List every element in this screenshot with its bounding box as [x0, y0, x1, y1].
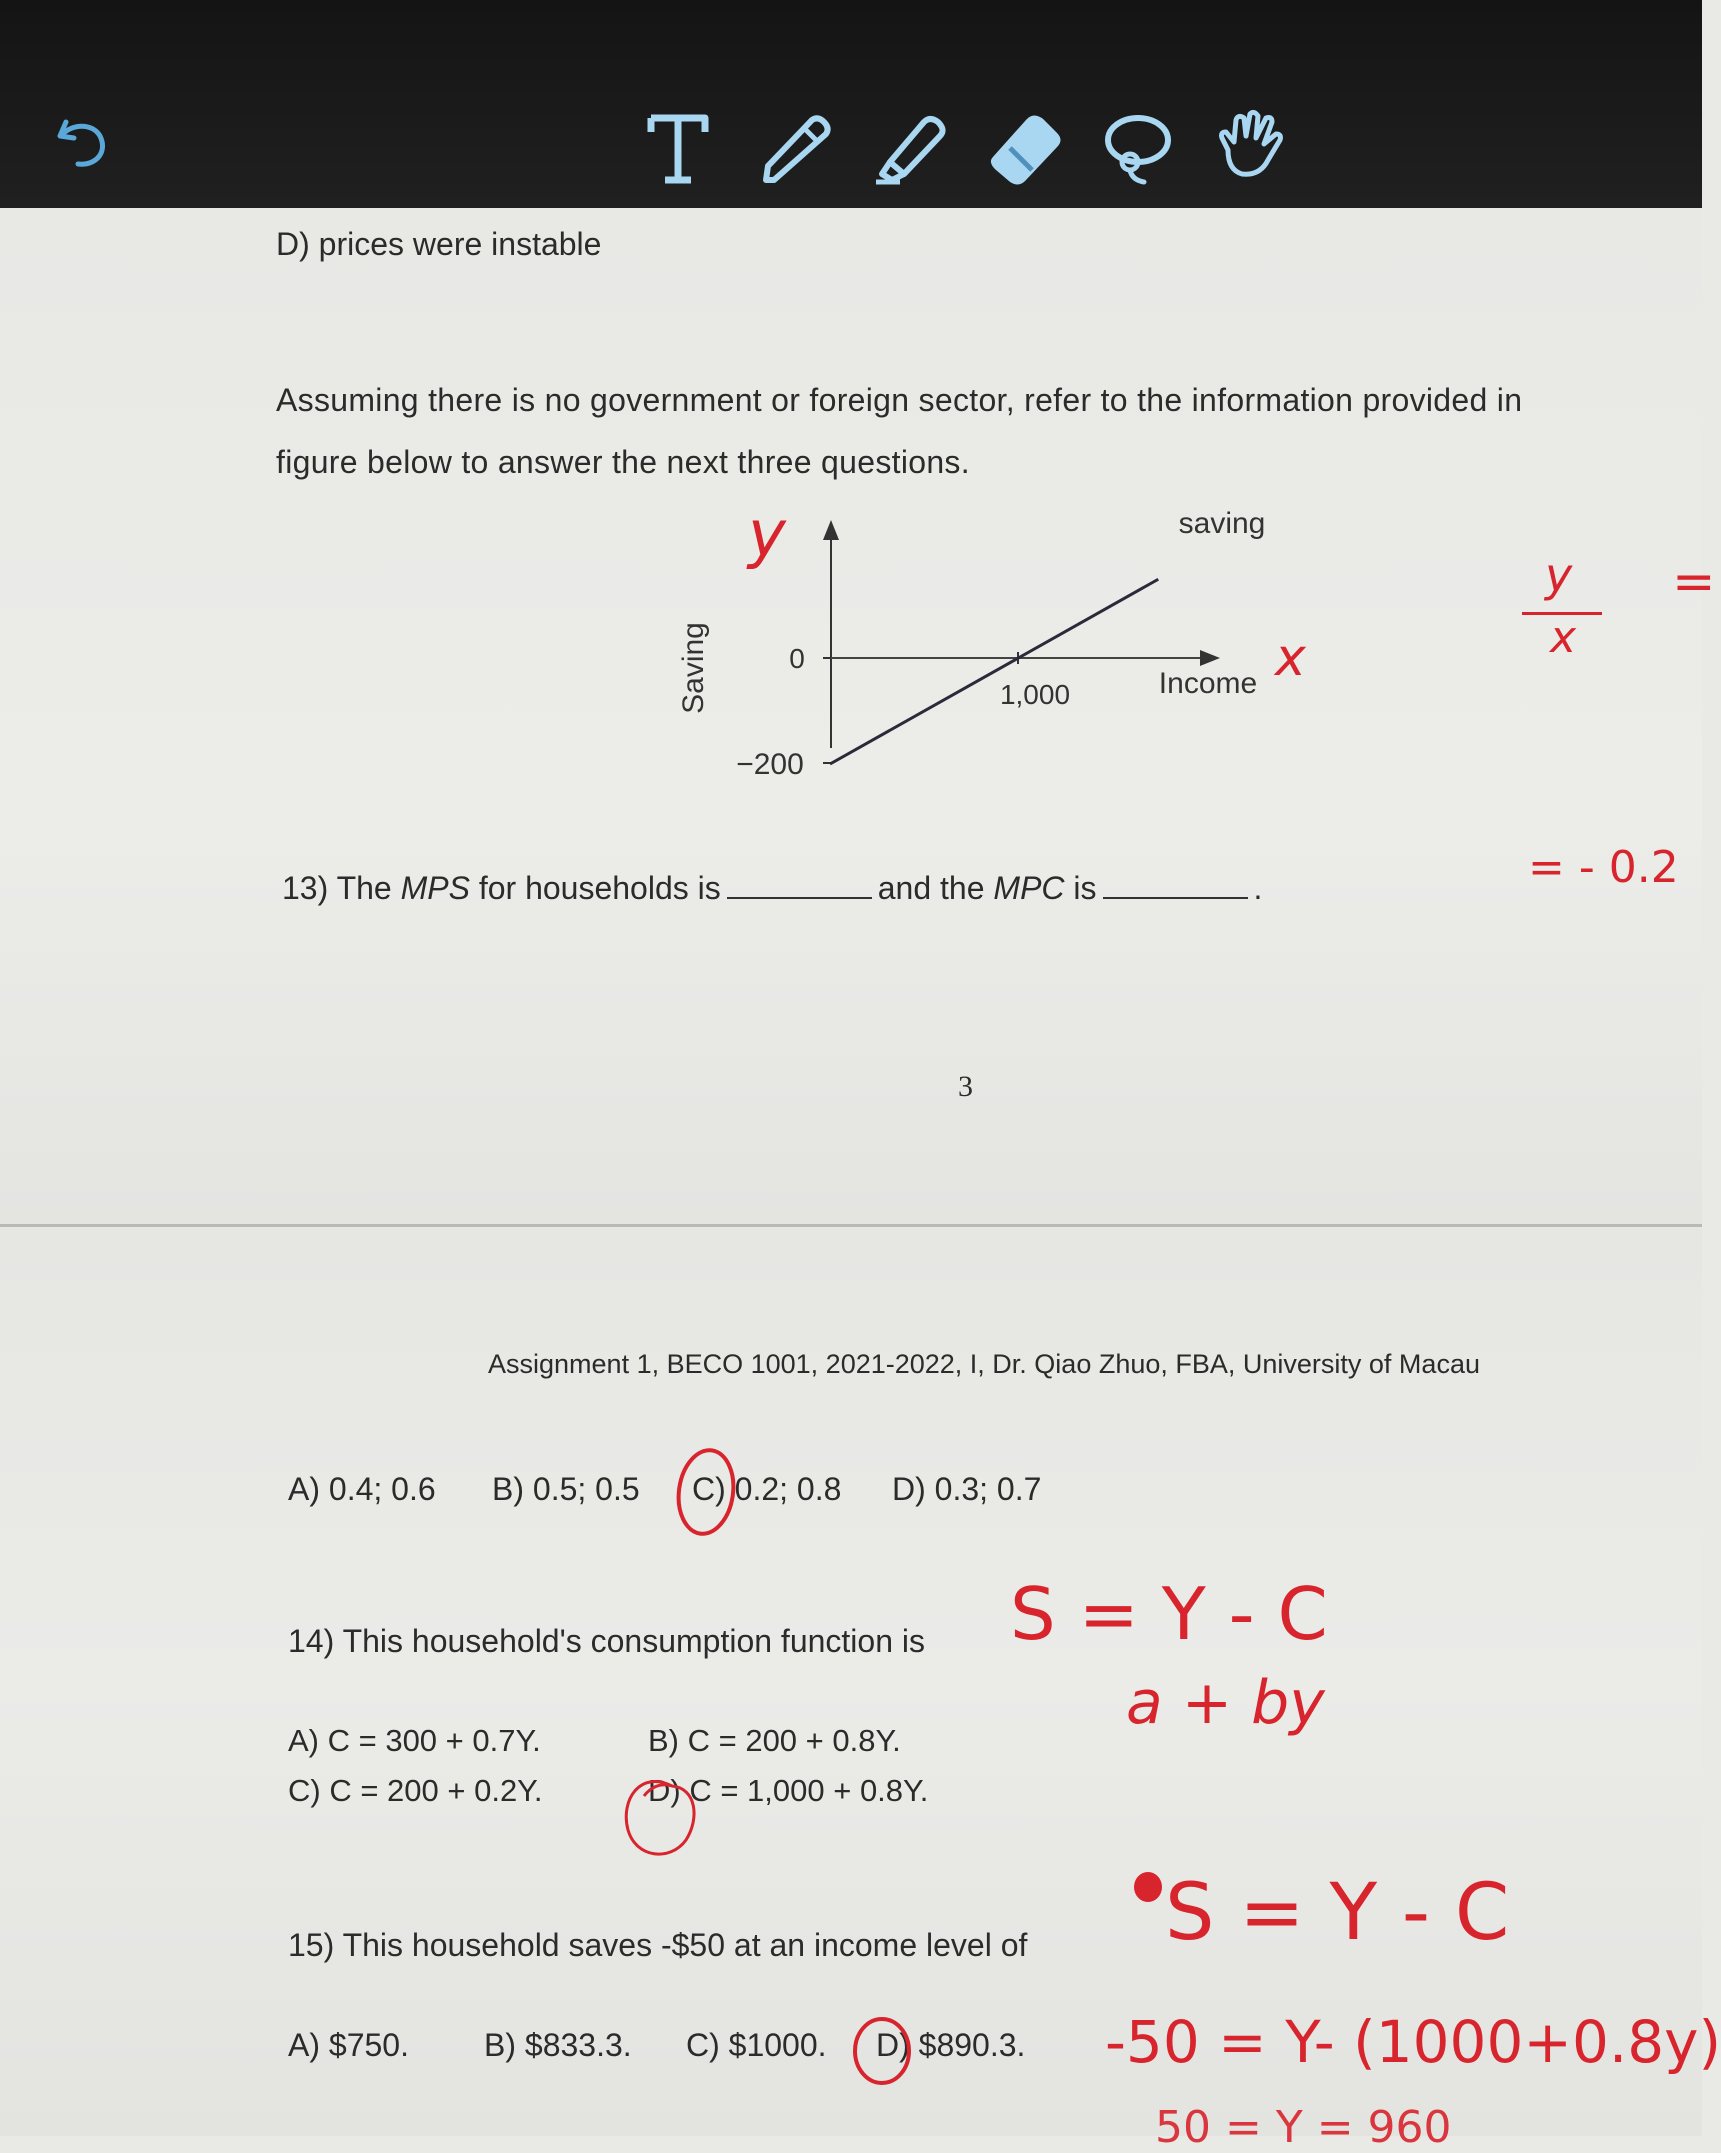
y-tick-label-neg200: −200 [736, 748, 804, 781]
q15-option-a[interactable]: A) $750. [288, 2027, 409, 2063]
handwritten-slope-denominator: x [1550, 612, 1577, 663]
handwritten-q15-formula: S = Y - C [1165, 1868, 1510, 1958]
option-d-prev: D) prices were instable [276, 226, 602, 262]
q13-answer-circle [673, 1447, 738, 1538]
handwritten-slope-value: = - 0.2 [1528, 842, 1679, 893]
handwritten-x-axis-mark: x [1275, 628, 1306, 688]
handwritten-q14-note: a + by [1126, 1668, 1325, 1738]
q13-option-a[interactable]: A) 0.4; 0.6 [288, 1471, 436, 1507]
handwritten-q15-step: -50 = Y- (1000+0.8y) [1105, 2008, 1721, 2076]
intro-line-2: figure below to answer the next three questions. [276, 444, 970, 480]
q14-option-a[interactable]: A) C = 300 + 0.7Y. [288, 1723, 541, 1758]
page-header: Assignment 1, BECO 1001, 2021-2022, I, Dr. Qiao Zhuo, FBA, University of Macau [488, 1349, 1480, 1379]
y-axis-label: Saving [677, 622, 710, 714]
question-14: 14) This household's consumption function is [288, 1623, 925, 1659]
handwritten-y-axis-mark: y [748, 498, 786, 572]
intro-line-1: Assuming there is no government or foreign sector, refer to the information provided in [276, 382, 1523, 418]
x-axis-label: Income [1158, 667, 1258, 700]
q13-part3: and the [877, 870, 994, 906]
q14-option-c[interactable]: C) C = 200 + 0.2Y. [288, 1773, 543, 1808]
x-tick-label-1000: 1,000 [999, 679, 1071, 710]
q15-option-d[interactable]: D) $890.3. [876, 2027, 1026, 2063]
q13-end: . [1253, 870, 1263, 906]
q13-part2: for households is [469, 870, 721, 906]
series-label: saving [1178, 507, 1266, 540]
handwritten-q14-formula: S = Y - C [1010, 1572, 1328, 1656]
q14-option-d[interactable]: D) C = 1,000 + 0.8Y. [648, 1773, 929, 1808]
handwritten-slope-numerator: y [1545, 548, 1573, 602]
q15-option-c[interactable]: C) $1000. [686, 2027, 827, 2063]
q13-part1: 13) The [282, 870, 401, 906]
q15-answer-circle [855, 2019, 909, 2083]
q13-part4: is [1064, 870, 1097, 906]
q13-mpc: MPC [993, 870, 1065, 906]
q14-option-b[interactable]: B) C = 200 + 0.8Y. [648, 1723, 901, 1758]
q13-option-d[interactable]: D) 0.3; 0.7 [892, 1471, 1042, 1507]
q15-option-b[interactable]: B) $833.3. [484, 2027, 632, 2063]
q14-answer-circle [626, 1782, 694, 1855]
handwritten-q15-bottom: 50 = Y = 960 [1155, 2102, 1452, 2153]
page-number: 3 [958, 1070, 973, 1103]
q13-mps: MPS [400, 870, 470, 906]
handwritten-slope-equals: = [1672, 552, 1716, 612]
question-15: 15) This household saves -$50 at an income level of [288, 1927, 1028, 1963]
y-tick-label-0: 0 [789, 643, 805, 674]
q13-option-c[interactable]: C) 0.2; 0.8 [692, 1471, 842, 1507]
q13-option-b[interactable]: B) 0.5; 0.5 [492, 1471, 640, 1507]
